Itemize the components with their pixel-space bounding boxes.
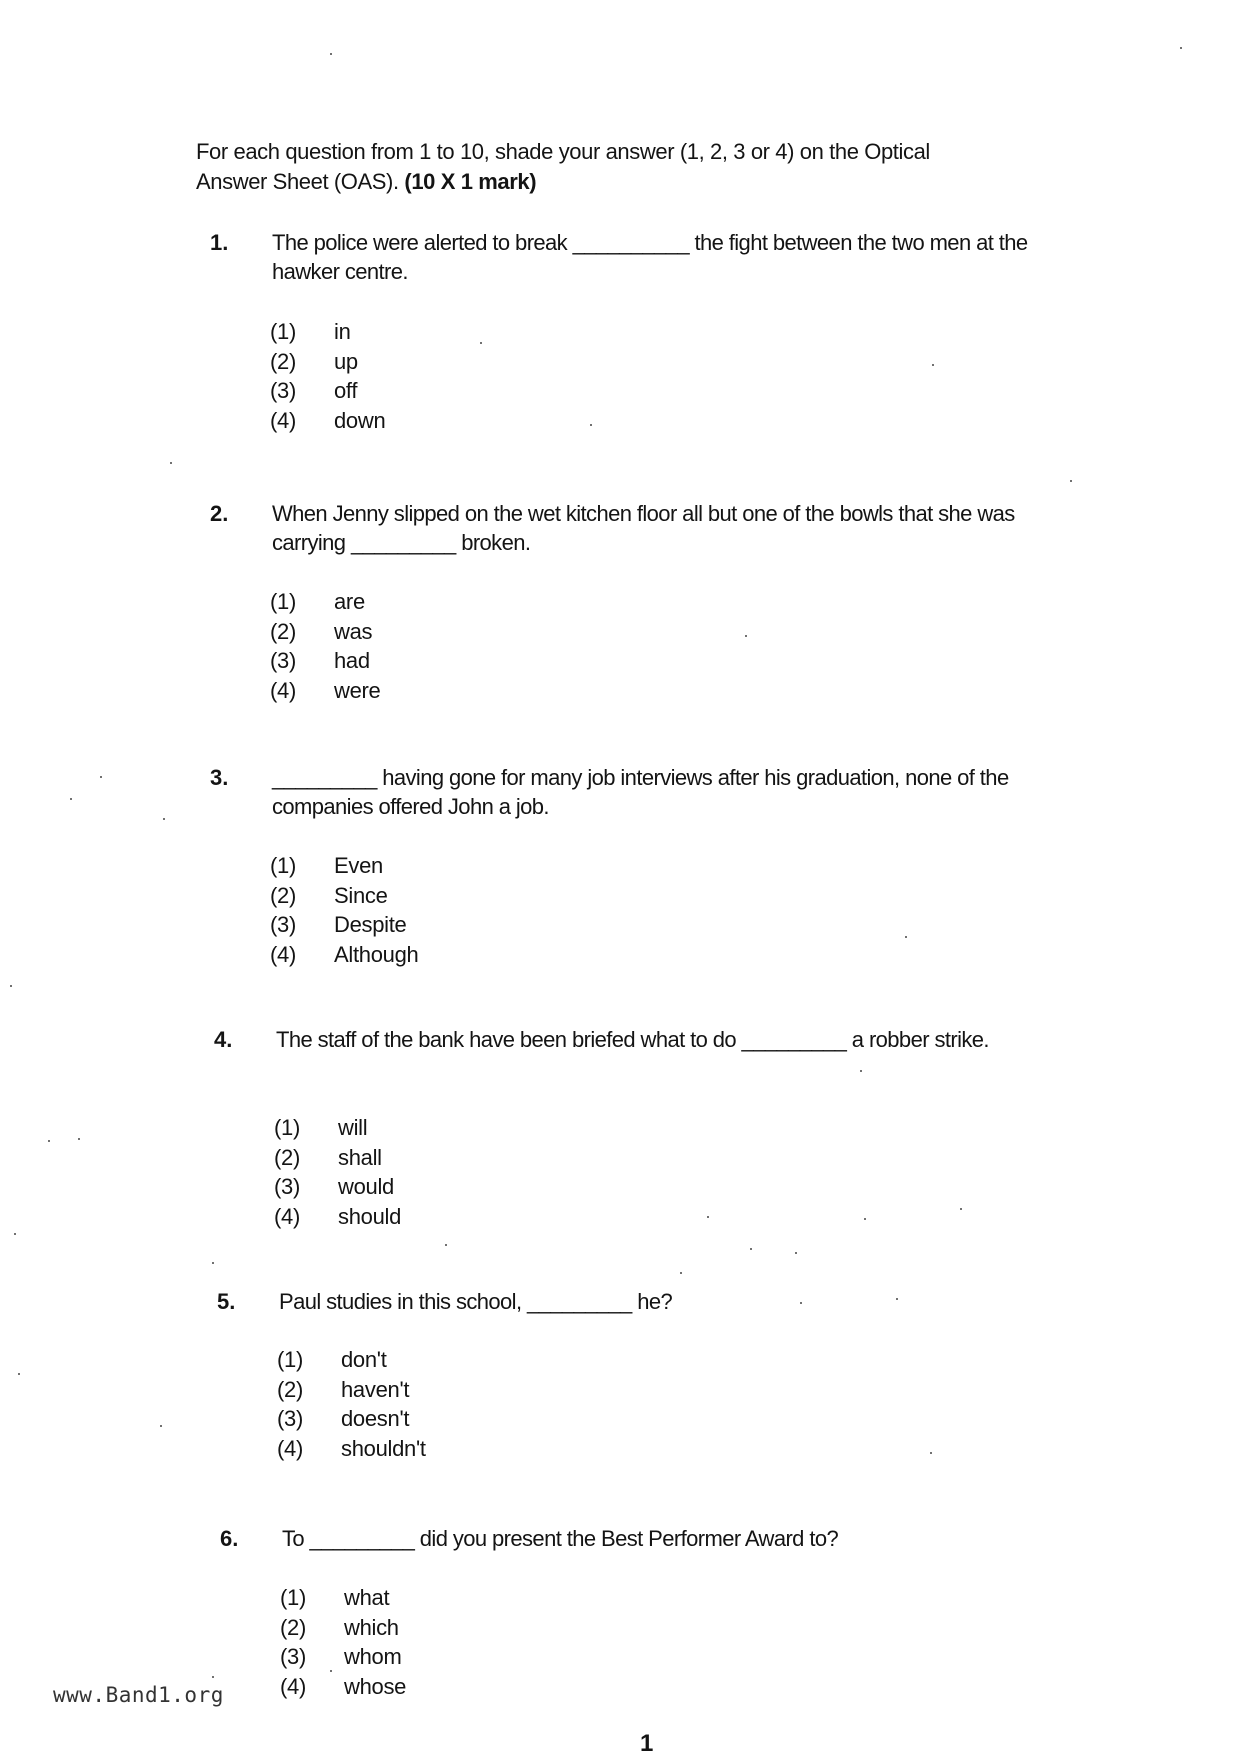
scan-speck: [960, 1208, 962, 1210]
answer-option[interactable]: (3) had: [270, 648, 370, 673]
answer-option[interactable]: (1) will: [274, 1115, 368, 1140]
scan-speck: [680, 1272, 682, 1274]
scan-speck: [896, 1298, 898, 1300]
scan-speck: [212, 1676, 214, 1678]
scan-speck: [932, 364, 934, 366]
scan-speck: [800, 1302, 802, 1304]
answer-option[interactable]: (1) don't: [277, 1347, 387, 1372]
scan-speck: [795, 1252, 797, 1254]
answer-option[interactable]: (2) haven't: [277, 1376, 410, 1402]
scan-speck: [78, 1138, 80, 1140]
scan-speck: [480, 342, 482, 344]
answer-option[interactable]: (2) which: [280, 1614, 399, 1640]
question-number: 6.: [220, 1526, 239, 1551]
answer-option[interactable]: (4) Although: [270, 941, 419, 967]
answer-option[interactable]: (1) what: [280, 1585, 390, 1610]
answer-option[interactable]: (1) in: [270, 319, 351, 344]
scan-speck: [18, 1373, 20, 1375]
scan-speck: [750, 1248, 752, 1250]
scan-speck: [1180, 47, 1182, 49]
question-text: The police were alerted to break __________ the fight between the two men at the hawker centre.: [272, 230, 1028, 284]
answer-option[interactable]: (4) whose: [280, 1673, 407, 1699]
instructions: [196, 137, 1056, 197]
answer-option[interactable]: (4) shouldn't: [277, 1435, 426, 1461]
question-text: _________ having gone for many job interviews after his graduation, none of the companies offered John a job.: [272, 765, 1009, 819]
scan-speck: [160, 1425, 162, 1427]
answer-options: [270, 317, 385, 435]
scan-speck: [212, 1262, 214, 1264]
scan-speck: [860, 1070, 862, 1072]
answer-options: [270, 851, 418, 969]
question-text: When Jenny slipped on the wet kitchen floor all but one of the bowls that she was carrying _________ broken.: [272, 501, 1015, 555]
footer-url[interactable]: www.Band1.org: [53, 1683, 224, 1707]
scan-speck: [590, 424, 592, 426]
scan-speck: [100, 776, 102, 778]
question-number: 4.: [214, 1027, 233, 1052]
answer-option[interactable]: (3) off: [270, 378, 358, 403]
scan-speck: [70, 798, 72, 800]
instructions-marks: (10 X 1 mark): [404, 169, 537, 194]
answer-option[interactable]: (2) up: [270, 348, 358, 374]
scan-speck: [1070, 480, 1072, 482]
question-text: Paul studies in this school, _________ he?: [279, 1289, 673, 1314]
question-number: 3.: [210, 765, 229, 790]
answer-options: [270, 587, 381, 705]
scan-speck: [864, 1218, 866, 1220]
answer-option[interactable]: (3) whom: [280, 1644, 402, 1669]
scan-speck: [163, 818, 165, 820]
scan-speck: [707, 1216, 709, 1218]
answer-option[interactable]: (3) doesn't: [277, 1406, 410, 1431]
answer-option[interactable]: (2) was: [270, 618, 373, 644]
question-number: 2.: [210, 501, 229, 526]
question-text: The staff of the bank have been briefed what to do _________ a robber strike.: [276, 1027, 989, 1052]
page-number: 1: [640, 1730, 654, 1757]
instructions-line-1: For each question from 1 to 10, shade your answer (1, 2, 3 or 4) on the Optical: [196, 139, 930, 164]
answer-option[interactable]: (1) are: [270, 589, 365, 614]
scan-speck: [930, 1452, 932, 1454]
scan-speck: [10, 985, 12, 987]
scan-speck: [905, 936, 907, 938]
answer-options: [274, 1113, 401, 1231]
scan-speck: [48, 1140, 50, 1142]
scan-speck: [745, 635, 747, 637]
instructions-line-2: [196, 167, 1056, 197]
answer-option[interactable]: (4) were: [270, 677, 381, 703]
question-text: To _________ did you present the Best Performer Award to?: [282, 1526, 839, 1551]
question-number: 5.: [217, 1289, 236, 1314]
answer-option[interactable]: (4) down: [270, 407, 386, 433]
scan-speck: [170, 462, 172, 464]
answer-options: [280, 1583, 406, 1701]
answer-option[interactable]: (2) shall: [274, 1144, 382, 1170]
answer-options: [277, 1345, 426, 1463]
answer-option[interactable]: (2) Since: [270, 882, 388, 908]
instructions-oas: Answer Sheet (OAS).: [196, 169, 399, 194]
question-number: 1.: [210, 230, 229, 255]
answer-option[interactable]: (3) Despite: [270, 912, 407, 937]
answer-option[interactable]: (1) Even: [270, 853, 383, 878]
scan-speck: [445, 1244, 447, 1246]
answer-option[interactable]: (3) would: [274, 1174, 394, 1199]
answer-option[interactable]: (4) should: [274, 1203, 402, 1229]
scan-speck: [330, 53, 332, 55]
scan-speck: [330, 1670, 332, 1672]
scan-speck: [14, 1233, 16, 1235]
